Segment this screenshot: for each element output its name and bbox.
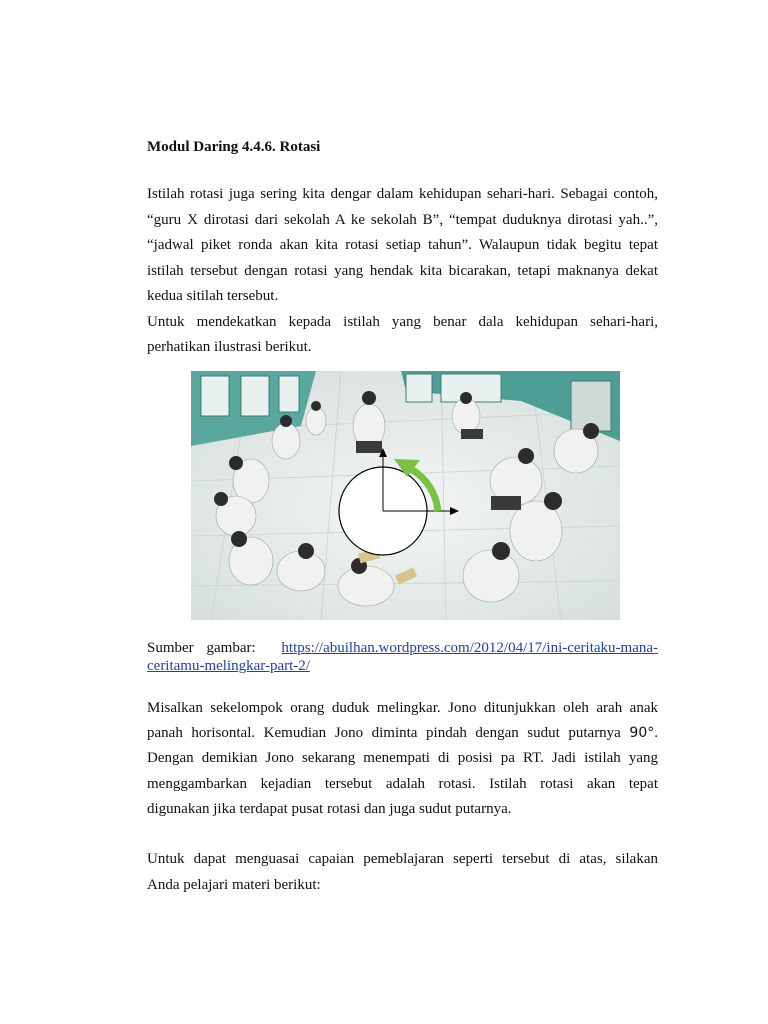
explanation-paragraph	[147, 696, 658, 822]
intro-line-7: perhatikan ilustrasi berikut.	[147, 339, 312, 355]
explanation-line-2-text: panah horisontal. Kemudian Jono diminta pindah dengan sudut putarnya	[147, 725, 630, 742]
angle-period: .	[654, 725, 658, 742]
caption-line-2	[147, 657, 658, 675]
explanation-line-2	[147, 721, 658, 746]
window-left-1	[201, 376, 229, 416]
window-left-2	[241, 376, 269, 416]
window-left-3	[279, 376, 299, 412]
figure-caption	[147, 639, 658, 675]
explanation-line-1: Misalkan sekelompok orang duduk melingkar. Jono ditunjukkan oleh arah anak	[147, 700, 658, 716]
explanation-line-4: menggambarkan kejadian tersebut adalah rotasi. Istilah rotasi akan tepat	[147, 775, 658, 792]
angle-value: 90°	[629, 725, 655, 742]
intro-line-5: kedua sitilah tersebut.	[147, 288, 279, 304]
closing-line-1: Untuk dapat menguasai capaian pemeblajaran seperti tersebut di atas, silakan	[147, 851, 658, 867]
explanation-line-3: Dengan demikian Jono sekarang menempati di posisi pa RT. Jadi istilah yang	[147, 750, 658, 767]
explanation-line-5: digunakan jika terdapat pusat rotasi dan juga sudut putarnya.	[147, 800, 512, 817]
intro-paragraph	[147, 182, 658, 361]
page-title: Modul Daring 4.4.6. Rotasi	[147, 139, 321, 155]
closing-line-2: Anda pelajari materi berikut:	[147, 876, 321, 893]
intro-line-6: Untuk mendekatkan kepada istilah yang benar dala kehidupan sehari-hari,	[147, 313, 658, 330]
source-link-part-2[interactable]: ceritamu-melingkar-part-2/	[147, 658, 310, 674]
illustration-svg	[191, 371, 620, 620]
intro-line-4: istilah tersebut dengan rotasi yang hendak kita bicarakan, tetapi maknanya dekat	[147, 262, 658, 279]
caption-line-1	[147, 639, 658, 657]
intro-line-3: “jadwal piket ronda akan kita rotasi setiap tahun”. Walaupun tidak begitu tepat	[147, 237, 658, 253]
window-right-1	[406, 374, 432, 402]
closing-paragraph	[147, 847, 658, 898]
caption-prefix: Sumber gambar:	[147, 640, 256, 656]
intro-line-1: Istilah rotasi juga sering kita dengar dalam kehidupan sehari-hari. Sebagai contoh,	[147, 186, 658, 202]
intro-line-2: “guru X dirotasi dari sekolah A ke sekolah B”, “tempat duduknya dirotasi yah..”,	[147, 211, 658, 228]
rotation-illustration-photo	[191, 371, 620, 620]
source-link-part-1[interactable]: https://abuilhan.wordpress.com/2012/04/17/ini-ceritaku-mana-	[281, 640, 659, 656]
